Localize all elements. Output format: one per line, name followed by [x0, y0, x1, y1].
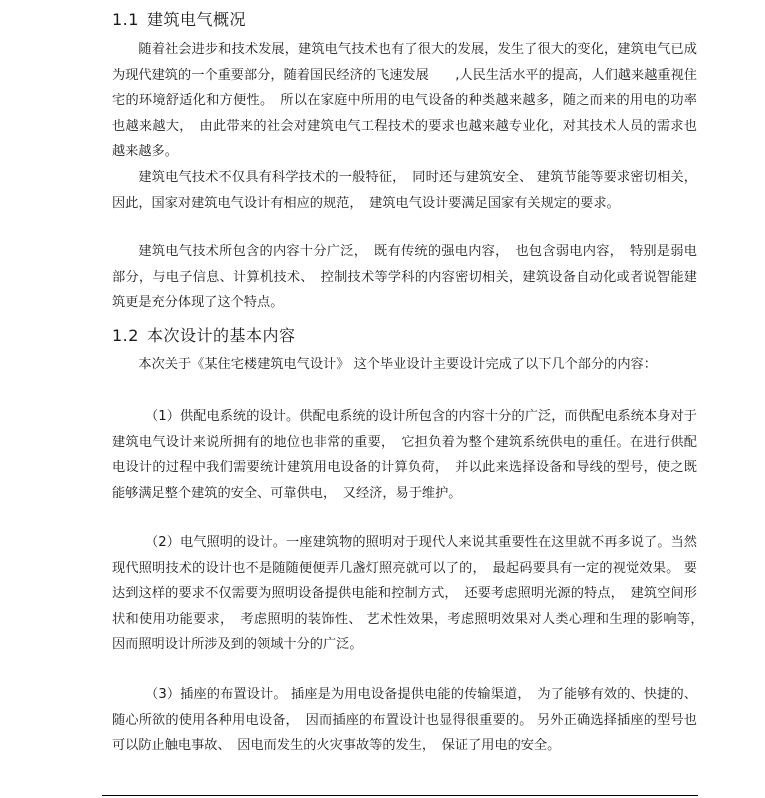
section-heading-1-1	[112, 7, 246, 30]
section-title: 本次设计的基本内容	[146, 326, 296, 345]
section-number: 1.2	[112, 326, 139, 345]
content-item-2: （2）电气照明的设计。一座建筑物的照明对于现代人来说其重要性在这里就不再多说了。当然现代照明技术的设计也不是随随便便弄几盏灯照亮就可以了的， 最起码要具有一定的视觉效果。 要达到这样的要求不仅需要为照明设备提供电能和控制方式， 还要考虑照明光源的特点， 建筑空间形状和使用功能要求， 考虑照明的装饰性、 艺术性效果，考虑照明效果对人类心理和生理的影响等， 因而照明设计所涉及到的领域十分的广泛。	[112, 535, 711, 652]
content-item-1: （1）供配电系统的设计。供配电系统的设计所包含的内容十分的广泛，而供配电系统本身对于建筑电气设计来说所拥有的地位也非常的重要， 它担负着为整个建筑系统供电的重任。在进行供配电设计的过程中我们需要统计建筑用电设备的计算负荷， 并以此来选择设备和导线的型号，使之既能够满足整个建筑的安全、可靠供电， 又经济，易于维护。	[112, 409, 697, 501]
section-title: 建筑电气概况	[146, 10, 246, 29]
section-number: 1.1	[112, 10, 139, 29]
content-item-3: （3）插座的布置设计。 插座是为用电设备提供电能的传输渠道， 为了能够有效的、快捷的、随心所欲的使用各种用电设备， 因而插座的布置设计也显得很重要的。 另外正确选择插座的型号也可以防止触电事故、 因电而发生的火灾事故等的发生， 保证了用电的安全。	[112, 687, 697, 753]
footer-divider	[102, 795, 698, 796]
section-heading-1-2	[112, 323, 295, 346]
intro-paragraph: 本次关于《某住宅楼建筑电气设计》 这个毕业设计主要设计完成了以下几个部分的内容：	[138, 357, 657, 372]
paragraph-3: 建筑电气技术所包含的内容十分广泛， 既有传统的强电内容， 也包含弱电内容， 特别是弱电部分，与电子信息、计算机技术、 控制技术等学科的内容密切相关，建筑设备自动化或者说智能建筑更是充分体现了这个特点。	[112, 244, 697, 310]
paragraph-1: 随着社会进步和技术发展，建筑电气技术也有了很大的发展，发生了很大的变化，建筑电气已成为现代建筑的一个重要部分，随着国民经济的飞速发展 ,人民生活水平的提高，人们越来越重视住宅的环境舒适化和方便性。 所以在家庭中所用的电气设备的种类越来越多，随之而来的用电的功率也越来越大， 由此带来的社会对建筑电气工程技术的要求也越来越专业化，对其技术人员的需求也越来越多。	[112, 42, 697, 159]
paragraph-2: 建筑电气技术不仅具有科学技术的一般特征， 同时还与建筑安全、 建筑节能等要求密切相关，因此，国家对建筑电气设计有相应的规范， 建筑电气设计要满足国家有关规定的要求。	[112, 170, 697, 211]
